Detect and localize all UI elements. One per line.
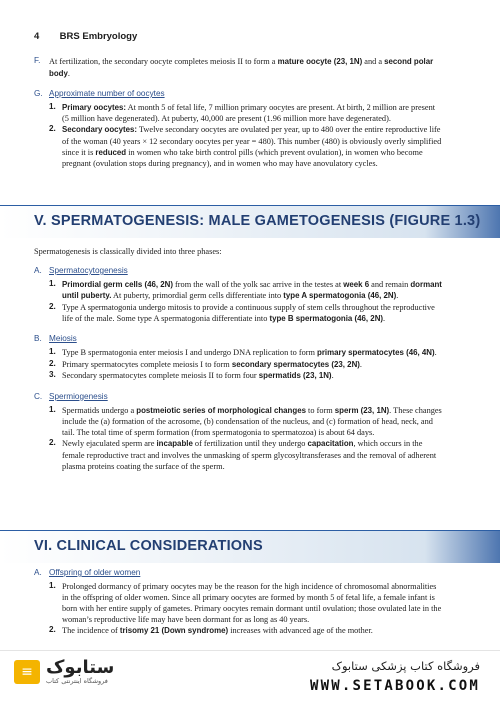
bold-term: Secondary oocytes:	[62, 125, 137, 135]
list-item	[49, 625, 442, 637]
logo-text: ستابوک	[46, 657, 115, 678]
bold-term: type B spermatogonia (46, 2N)	[269, 313, 384, 323]
item-text	[62, 302, 442, 325]
list-item	[49, 347, 442, 359]
section-v-b-title-row	[34, 334, 442, 345]
page-header	[34, 31, 137, 42]
text-run: .	[383, 313, 386, 323]
item-number: 1.	[49, 278, 56, 288]
bold-term: Primary oocytes:	[62, 102, 127, 112]
subsection-label: B.	[34, 334, 42, 344]
subsection-title: Offspring of older women	[49, 568, 141, 577]
text-run: The incidence of	[62, 626, 120, 636]
bold-term: postmeiotic series of morphological changes	[136, 405, 306, 415]
item-text	[62, 625, 442, 637]
shop-title: فروشگاه کتاب پزشکی ستابوک	[331, 659, 480, 673]
section-f-text	[49, 56, 442, 79]
section-v-c-title-row	[34, 392, 442, 403]
book-stack-icon: ≡	[14, 660, 40, 684]
page-number: 4	[34, 31, 40, 42]
item-text	[62, 102, 442, 125]
text-run: .	[359, 359, 362, 369]
bold-term: secondary spermatocytes (23, 2N)	[231, 359, 360, 369]
section-v-content	[34, 256, 442, 472]
bold-term: incapable	[156, 439, 193, 449]
bold-term: week 6	[343, 279, 370, 289]
setabook-logo	[14, 659, 114, 685]
list-item	[49, 581, 442, 625]
text-run: and a	[362, 57, 385, 66]
bold-term: mature oocyte (23, 1N)	[277, 57, 363, 66]
book-title: BRS Embryology	[59, 31, 138, 42]
item-number: 1.	[49, 580, 56, 590]
item-text	[62, 279, 442, 302]
bold-term: sperm (23, 1N)	[334, 405, 390, 415]
section-g-title-row	[34, 89, 442, 100]
list-item	[49, 359, 442, 371]
subsection-title: Spermiogenesis	[49, 391, 108, 401]
text-run: At fertilization, the secondary oocyte completes meiosis II to form a	[49, 57, 278, 66]
subsection-label: A.	[34, 266, 42, 275]
item-text	[62, 347, 442, 359]
item-number: 2.	[49, 301, 56, 311]
text-run: At puberty, primordial germ cells differentiate into	[111, 291, 284, 301]
text-run: . These changes include the (a) formation of the acrosome, (b) condensation of the nucleus, and (c) formation of head, neck, and tail. The total time of sperm formation (from spermatogonia to spermatozoa) is about 64 days.	[62, 405, 442, 438]
bold-term: capacitation	[307, 439, 354, 449]
section-v-heading: V. SPERMATOGENESIS: MALE GAMETOGENESIS (FIGURE 1.3)	[34, 213, 481, 229]
top-content	[34, 56, 442, 170]
section-v-a-title-row	[34, 266, 442, 277]
item-text	[62, 370, 442, 382]
text-run: to form	[305, 405, 335, 415]
text-run: and remain	[369, 279, 411, 289]
bold-term: second polar body	[49, 57, 434, 78]
text-run: Secondary spermatocytes complete meiosis II to form four	[62, 371, 259, 381]
logo-tagline: فروشگاه اینترنتی کتاب	[46, 677, 108, 685]
item-number: 3.	[49, 370, 56, 380]
section-f	[34, 56, 442, 79]
list-item	[49, 405, 442, 439]
bold-term: primary spermatocytes (46, 4N)	[317, 348, 435, 358]
subsection-label: A.	[34, 568, 42, 577]
subsection-label: C.	[34, 391, 43, 401]
text-run: .	[331, 371, 334, 381]
text-run: .	[396, 291, 399, 301]
text-run: .	[67, 68, 70, 78]
list-item	[49, 124, 442, 169]
text-run: increases with advanced age of the mother.	[228, 626, 373, 636]
item-text	[62, 124, 442, 169]
bold-term: type A spermatogonia (46, 2N)	[283, 291, 397, 301]
item-text	[62, 438, 442, 472]
text-run: At month 5 of fetal life, 7 million primary oocytes are present. At birth, 2 million are present (5 million have degenerated). At puberty, 40,000 are present (1.96 million more have degenerated).	[62, 102, 436, 124]
subsection-title: Meiosis	[49, 334, 77, 344]
item-text	[62, 405, 442, 439]
item-text	[62, 359, 442, 371]
text-run: in women who take birth control pills (which prevent ovulation), in women who become pregnant (ovulation stops during pregnancy), and in women who may have anovulatory cycles.	[62, 147, 423, 169]
footer-banner	[0, 650, 500, 701]
text-run: Type A spermatogonia undergo mitosis to provide a continuous supply of stem cells throughout the reproductive life of the male. Some type A spermatogonia differentiate into	[62, 302, 435, 323]
item-number: 2.	[49, 124, 56, 134]
item-number: 2.	[49, 358, 56, 368]
item-number: 1.	[49, 404, 56, 414]
bold-term: trisomy 21 (Down syndrome)	[119, 626, 229, 636]
section-vi-content	[34, 558, 442, 637]
text-run: .	[434, 348, 437, 358]
section-f-label: F.	[34, 56, 41, 65]
bold-term: spermatids (23, 1N)	[258, 371, 332, 381]
list-item	[49, 302, 442, 325]
text-run: , which occurs in the female reproductive tract and involves the unmasking of sperm glycosyltransferases and the removal of adherent plasma proteins coating the surface of the sperm.	[62, 439, 437, 471]
list-item	[49, 438, 442, 472]
subsection-title: Spermatocytogenesis	[49, 266, 128, 275]
text-run: Type B spermatogonia enter meiosis I and undergo DNA replication to form	[62, 348, 318, 358]
item-number: 1.	[49, 347, 56, 357]
text-run: Newly ejaculated sperm are	[62, 439, 157, 449]
list-item	[49, 370, 442, 382]
text-run: Primary spermatocytes complete meiosis I to form	[62, 359, 232, 369]
section-v-banner	[0, 205, 500, 238]
item-number: 2.	[49, 438, 56, 448]
text-run: Spermatids undergo a	[62, 405, 137, 415]
text-run: from the wall of the yolk sac arrive in the testes at	[172, 279, 344, 289]
site-url[interactable]: WWW.SETABOOK.COM	[309, 678, 480, 694]
bold-term: reduced	[95, 147, 127, 157]
item-number: 1.	[49, 101, 56, 111]
text-run: of fertilization until they undergo	[192, 439, 308, 449]
section-g-label: G.	[34, 89, 43, 98]
list-item	[49, 102, 442, 125]
item-number: 2.	[49, 625, 56, 635]
bold-term: dormant until puberty.	[62, 279, 442, 301]
text-run: Twelve secondary oocytes are ovulated per year, up to 480 over the entire reproductive life of the woman (40 years × 12 secondary oocytes per year = 480). This number (480) is obviously overly simplified since it is	[62, 125, 442, 157]
section-v-intro: Spermatogenesis is classically divided into three phases:	[34, 247, 222, 256]
section-vi-heading: VI. CLINICAL CONSIDERATIONS	[34, 538, 263, 554]
item-text: Prolonged dormancy of primary oocytes may be the reason for the high incidence of chromosomal abnormalities in the offspring of older women. Since all primary oocytes are formed by month 5 of fetal life, a female infant is born with her entire supply of gametes. Primary oocytes remain dormant until ovulation; those ovulated late in the woman’s reproductive life may have been dormant for as long as 40 years.	[62, 581, 442, 624]
list-item	[49, 279, 442, 302]
section-vi-a-title-row	[34, 568, 442, 579]
section-g-title: Approximate number of oocytes	[49, 89, 165, 98]
bold-term: Primordial germ cells (46, 2N)	[62, 279, 173, 289]
